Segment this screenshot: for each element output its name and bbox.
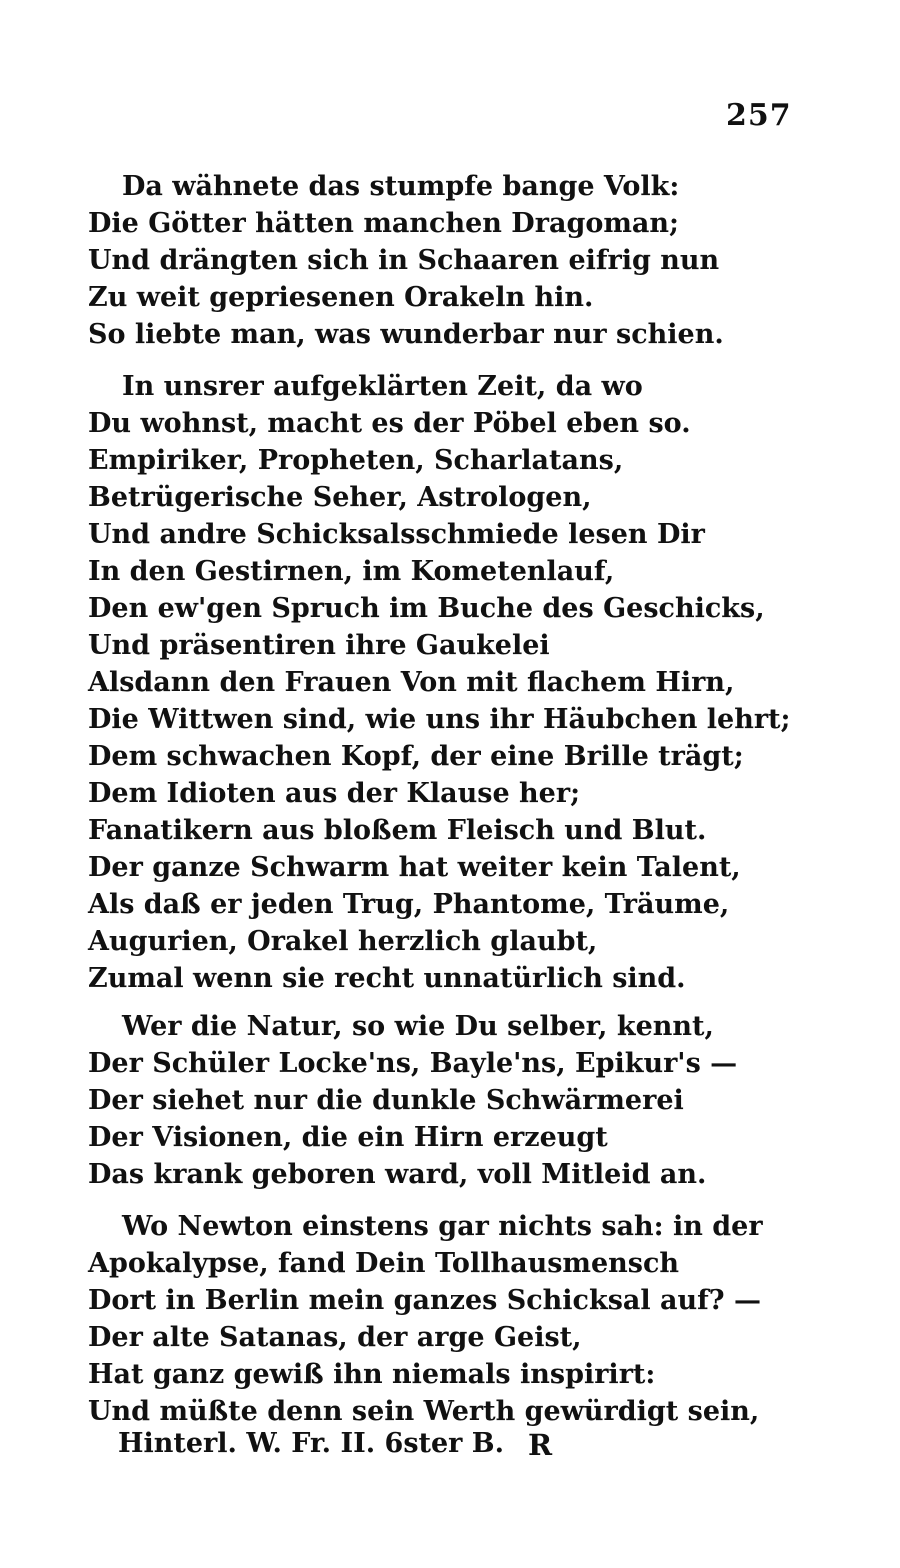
verse-line: Empiriker, Propheten, Scharlatans, [88, 445, 624, 476]
verse-line: Fanatikern aus bloßem Fleisch und Blut. [88, 815, 707, 846]
verse-line: Du wohnst, macht es der Pöbel eben so. [88, 408, 691, 439]
verse-line: Betrügerische Seher, Astrologen, [88, 482, 592, 513]
stanza-3 [88, 1008, 788, 1193]
verse-line: Den ew'gen Spruch im Buche des Geschicks, [88, 593, 765, 624]
verse-line: Zu weit gepriesenen Orakeln hin. [88, 282, 594, 313]
verse-line: Apokalypse, fand Dein Tollhausmensch [88, 1248, 680, 1279]
verse-line: In den Gestirnen, im Kometenlauf, [88, 556, 615, 587]
verse-line: Und andre Schicksalsschmiede lesen Dir [88, 519, 705, 550]
verse-line: Als daß er jeden Trug, Phantome, Träume, [88, 889, 730, 920]
verse-line: Das krank geboren ward, voll Mitleid an. [88, 1159, 707, 1190]
verse-line: In unsrer aufgeklärten Zeit, da wo [122, 371, 643, 402]
verse-line: Der ganze Schwarm hat weiter kein Talent, [88, 852, 741, 883]
verse-line: Augurien, Orakel herzlich glaubt, [88, 926, 598, 957]
verse-line: Der alte Satanas, der arge Geist, [88, 1322, 582, 1353]
stanza-2 [88, 368, 791, 997]
verse-line: Wo Newton einstens gar nichts sah: in der [122, 1211, 763, 1242]
verse-line: Und präsentiren ihre Gaukelei [88, 630, 550, 661]
verse-line: Der Visionen, die ein Hirn erzeugt [88, 1122, 608, 1153]
verse-line: Zumal wenn sie recht unnatürlich sind. [88, 963, 686, 994]
verse-line: Wer die Natur, so wie Du selber, kennt, [122, 1011, 714, 1042]
verse-line: Dem schwachen Kopf, der eine Brille trägt; [88, 741, 744, 772]
verse-line: Und müßte denn sein Werth gewürdigt sein, [88, 1396, 760, 1427]
imprint-footer: Hinterl. W. Fr. II. 6ster B. [118, 1428, 505, 1459]
page-number: 257 [726, 98, 792, 133]
verse-line: Da wähnete das stumpfe bange Volk: [122, 171, 680, 202]
stanza-1 [88, 168, 788, 353]
verse-line: Hat ganz gewiß ihn niemals inspirirt: [88, 1359, 656, 1390]
verse-line: Der Schüler Locke'ns, Bayle'ns, Epikur's — [88, 1048, 738, 1079]
verse-line: So liebte man, was wunderbar nur schien. [88, 319, 724, 350]
verse-line: Und drängten sich in Schaaren eifrig nun [88, 245, 720, 276]
verse-line: Die Götter hätten manchen Dragoman; [88, 208, 679, 239]
verse-line: Die Wittwen sind, wie uns ihr Häubchen lehrt; [88, 704, 791, 735]
verse-line: Dem Idioten aus der Klause her; [88, 778, 581, 809]
stanza-4 [88, 1208, 788, 1430]
signature-mark: R [528, 1428, 553, 1462]
verse-line: Alsdann den Frauen Von mit flachem Hirn, [88, 667, 735, 698]
verse-line: Dort in Berlin mein ganzes Schicksal auf? — [88, 1285, 762, 1316]
verse-line: Der siehet nur die dunkle Schwärmerei [88, 1085, 684, 1116]
